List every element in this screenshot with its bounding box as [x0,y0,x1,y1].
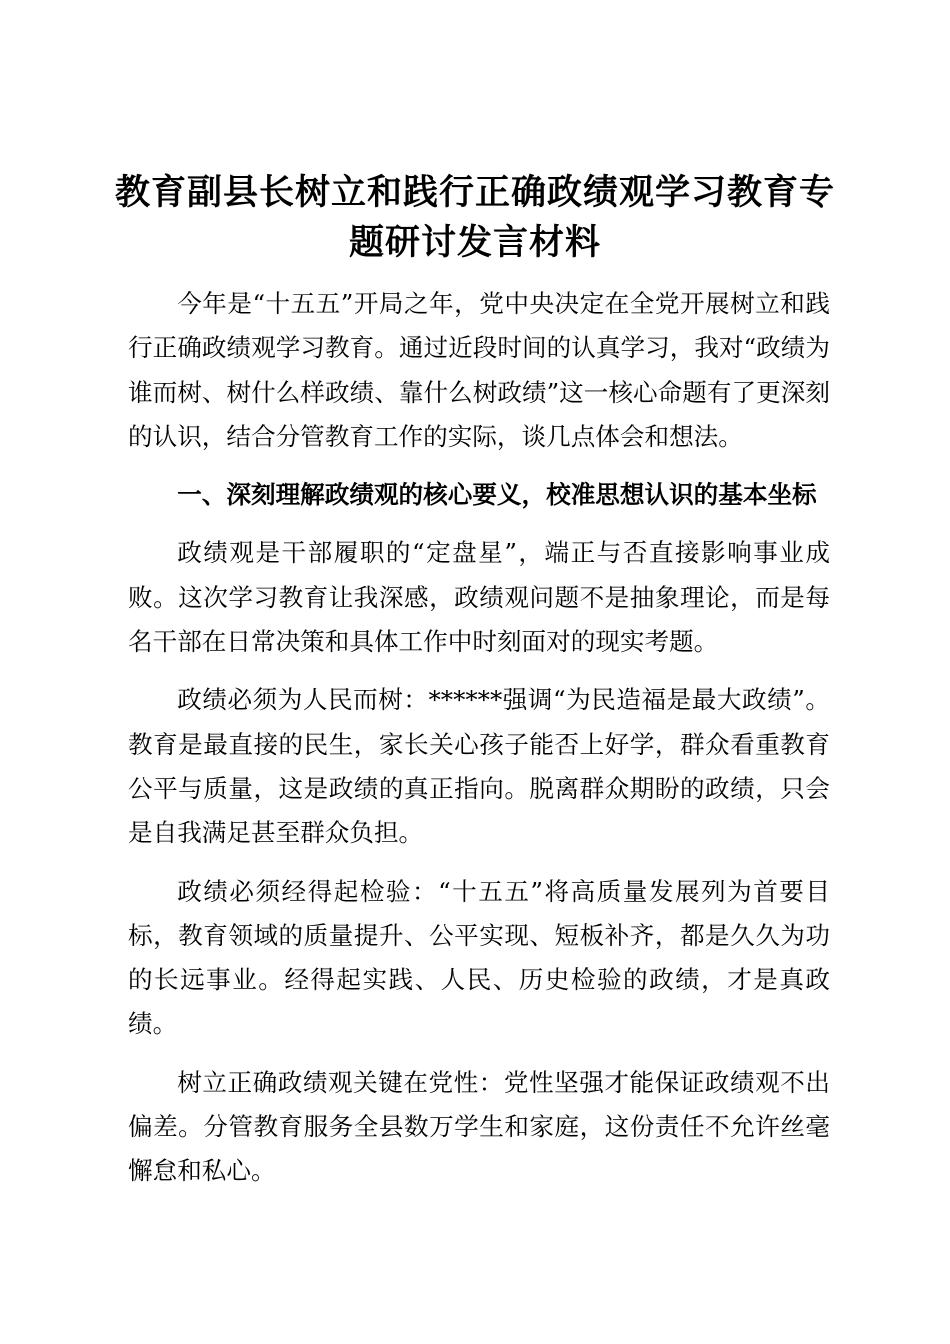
document-title: 教育副县长树立和践行正确政绩观学习教育专题研讨发言材料 [114,172,835,263]
point-paragraph-test [128,870,830,1047]
intro-paragraph: 今年是“十五五”开局之年，党中央决定在全党开展树立和践行正确政绩观学习教育。通过近段时间的认真学习，我对“政绩为谁而树、树什么样政绩、靠什么树政绩”这一核心命题有了更深刻的认识，结合分管教育工作的实际，谈几点体会和想法。 [128,289,830,451]
point-text: 党性坚强才能保证政绩观不出偏差。分管教育服务全县数万学生和家庭，这份责任不允许丝毫懈怠和私心。 [128,1067,830,1186]
point-lead: 政绩必须为人民而树： [177,685,429,715]
section-heading: 一、深刻理解政绩观的核心要义，校准思想认识的基本坐标 [177,480,817,510]
point-lead: 政绩必须经得起检验： [177,876,439,906]
point-paragraph-party [128,1061,830,1194]
section-paragraph: 政绩观是干部履职的“定盘星”，端正与否直接影响事业成败。这次学习教育让我深感，政绩观问题不是抽象理论，而是每名干部在日常决策和具体工作中时刻面对的现实考题。 [128,538,830,657]
point-text: “十五五”将高质量发展列为首要目标，教育领域的质量提升、公平实现、短板补齐，都是久久为功的长远事业。经得起实践、人民、历史检验的政绩，才是真政绩。 [128,876,830,1039]
document-body [128,282,830,1208]
point-text: ******强调“为民造福是最大政绩”。教育是最直接的民生，家长关心孩子能否上好学，群众看重教育公平与质量，这是政绩的真正指向。脱离群众期盼的政绩，只会是自我满足甚至群众负担。 [128,685,830,848]
point-paragraph-people [128,678,830,855]
point-lead: 树立正确政绩观关键在党性： [177,1067,504,1097]
